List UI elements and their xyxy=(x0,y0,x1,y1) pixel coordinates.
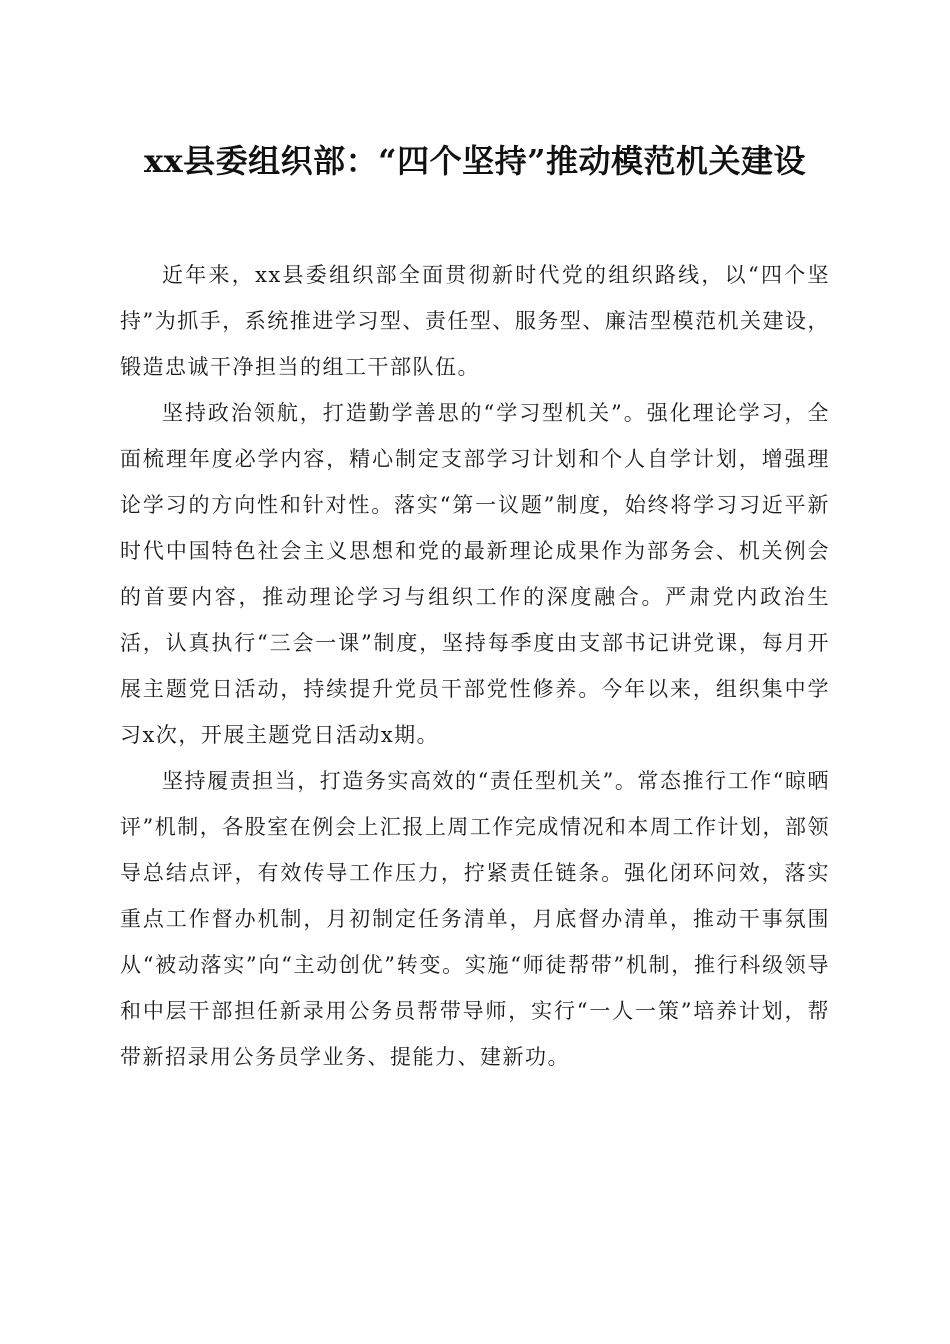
document-body xyxy=(120,252,830,1080)
document-title: xx县委组织部：“四个坚持”推动模范机关建设 xyxy=(144,142,806,180)
paragraph-intro: 近年来，xx县委组织部全面贯彻新时代党的组织路线，以“四个坚持”为抓手，系统推进学习型、责任型、服务型、廉洁型模范机关建设，锻造忠诚干净担当的组工干部队伍。 xyxy=(120,263,830,379)
paragraph-responsibility-organ: 坚持履责担当，打造务实高效的“责任型机关”。常态推行工作“晾晒评”机制，各股室在例会上汇报上周工作完成情况和本周工作计划，部领导总结点评，有效传导工作压力，拧紧责任链条。强化闭环问效，落实重点工作督办机制，月初制定任务清单，月底督办清单，推动干事氛围从“被动落实”向“主动创优”转变。实施“师徒帮带”机制，推行科级领导和中层干部担任新录用公务员帮带导师，实行“一人一策”培养计划，帮带新招录用公务员学业务、提能力、建新功。 xyxy=(120,769,830,1069)
paragraph-learning-organ: 坚持政治领航，打造勤学善思的“学习型机关”。强化理论学习，全面梳理年度必学内容，精心制定支部学习计划和个人自学计划，增强理论学习的方向性和针对性。落实“第一议题”制度，始终将学习习近平新时代中国特色社会主义思想和党的最新理论成果作为部务会、机关例会的首要内容，推动理论学习与组织工作的深度融合。严肃党内政治生活，认真执行“三会一课”制度，坚持每季度由支部书记讲党课，每月开展主题党日活动，持续提升党员干部党性修养。今年以来，组织集中学习x次，开展主题党日活动x期。 xyxy=(120,401,830,747)
